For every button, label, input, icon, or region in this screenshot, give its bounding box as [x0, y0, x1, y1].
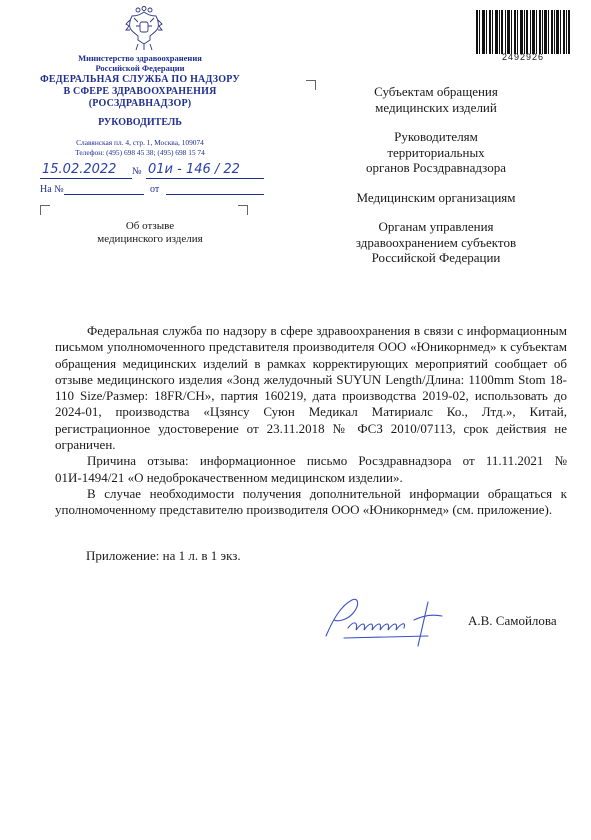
- subject-line-2: медицинского изделия: [97, 233, 203, 245]
- outgoing-number: 01и - 146 / 22: [148, 162, 240, 177]
- recipient: [328, 190, 544, 206]
- recipients-block: [328, 84, 544, 280]
- outgoing-date: 15.02.2022: [42, 162, 117, 177]
- address-corner-mark: [306, 80, 316, 90]
- ministry-line-1: Министерство здравоохранения: [78, 53, 202, 63]
- handwritten-signature: [318, 592, 464, 650]
- recipient-line: медицинских изделий: [375, 99, 497, 115]
- barcode-number: 2492926: [501, 52, 545, 62]
- service-line-3: (РОСЗДРАВНАДЗОР): [88, 98, 192, 109]
- recipient-line: органов Росздравнадзора: [365, 160, 507, 175]
- subject-corner-left: [40, 205, 50, 215]
- date-underline: [40, 178, 132, 179]
- subject-corner-right: [238, 205, 248, 215]
- signer-name: А.В. Самойлова: [468, 613, 557, 628]
- ref-number-line: [64, 194, 144, 195]
- recipient-line: здравоохранением субъектов: [355, 234, 517, 250]
- recipient-line: Медицинским организациям: [356, 189, 516, 205]
- from-label: от: [150, 184, 160, 195]
- letter-subject: [90, 220, 210, 246]
- recipient: [328, 84, 544, 115]
- letter-body: [55, 323, 567, 519]
- recipient-line: Российской Федерации: [371, 250, 501, 265]
- phones: Телефон: (495) 698 45 38; (495) 698 15 74: [75, 147, 205, 157]
- ref-date-line: [166, 194, 264, 195]
- recipient-line: Руководителям: [394, 129, 478, 144]
- recipient-line: Субъектам обращения: [374, 84, 498, 99]
- number-underline: [146, 178, 264, 179]
- recipient-line: территориальных: [387, 144, 485, 160]
- ministry-name: [14, 53, 266, 73]
- service-name: [14, 74, 266, 110]
- barcode: [476, 8, 570, 56]
- body-paragraph: Причина отзыва: информационное письмо Росздравнадзора от 11.11.2021 № 01И-1494/21 «О недоброкачественном медицинском изделии».: [55, 453, 567, 485]
- recipient: [328, 129, 544, 176]
- service-line-1: ФЕДЕРАЛЬНАЯ СЛУЖБА ПО НАДЗОРУ: [40, 74, 240, 85]
- address-block: [14, 138, 266, 157]
- recipient: [328, 219, 544, 266]
- ministry-line-2: Российской Федерации: [95, 63, 185, 73]
- coat-of-arms-emblem: [124, 6, 164, 52]
- number-prefix: №: [132, 166, 142, 177]
- body-paragraph: В случае необходимости получения дополнительной информации обращаться к уполномоченному представителю производителя ООО «Юникорнмед» (см. приложение).: [55, 485, 567, 518]
- role-title: РУКОВОДИТЕЛЬ: [98, 117, 182, 128]
- ref-label: На №: [40, 184, 64, 195]
- attachment-note: Приложение: на 1 л. в 1 экз.: [86, 548, 241, 563]
- subject-line-1: Об отзыве: [125, 220, 175, 232]
- address: Славянская пл. 4, стр. 1, Москва, 109074: [76, 138, 204, 147]
- body-paragraph: Федеральная служба по надзору в сфере здравоохранения в связи с информационным письмом уполномоченного представителя производителя ООО «Юникорнмед» к субъектам обращения медицинских изделий в рамках корректирующих мероприятий сообщает об отзыве медицинского изделия «Зонд желудочный SUYUN Length/Длина: 1100mm Stom 18-110 Size/Размер: 18FR/CH», партия 160219, дата производства 2019-02, использовать до 2024-01, производства «Цзянсу Суюн Медикал Матириалс Ко., Лтд.», Китай, регистрационное удостоверение от 23.11.2018 № ФСЗ 2010/07113, срок действия не ограничен.: [55, 323, 567, 453]
- service-line-2: В СФЕРЕ ЗДРАВООХРАНЕНИЯ: [63, 86, 217, 97]
- recipient-line: Органам управления: [378, 219, 494, 234]
